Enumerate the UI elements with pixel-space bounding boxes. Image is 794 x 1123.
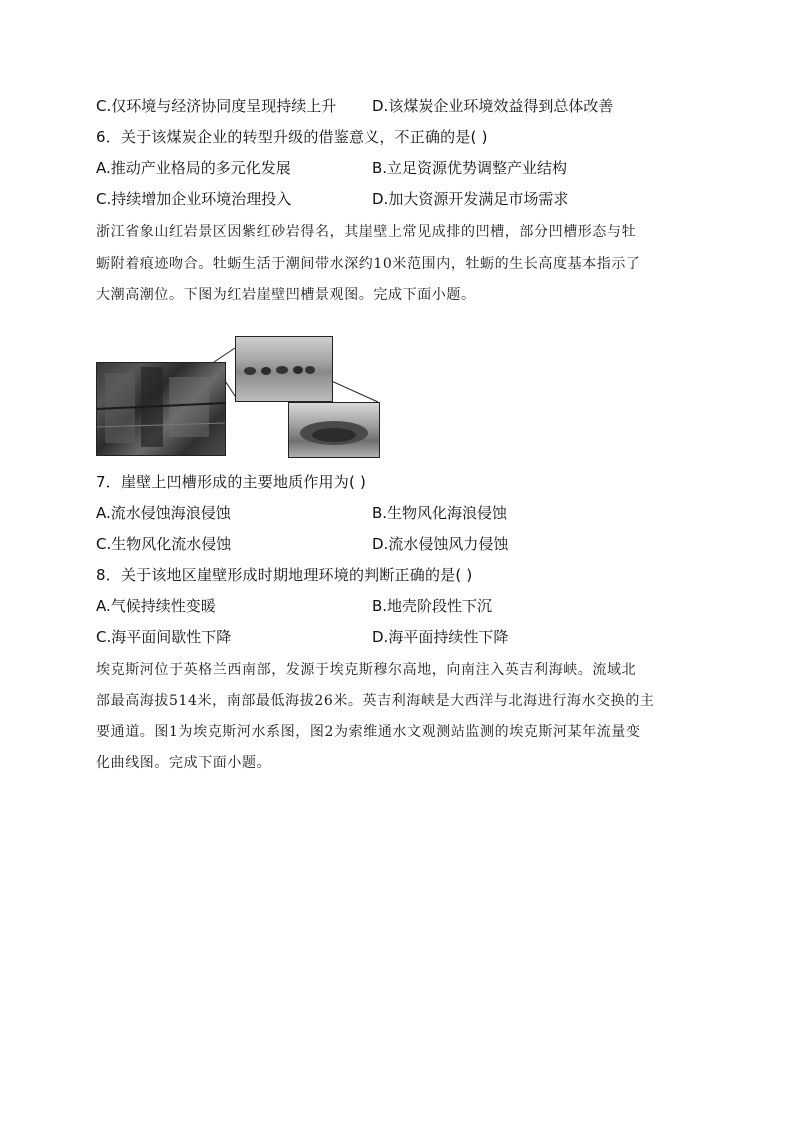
cliff-photo-groove-closeup — [288, 402, 380, 458]
cliff-photo-overview — [96, 362, 226, 456]
passage1-line3: 大潮高潮位。下图为红岩崖壁凹槽景观图。完成下面小题。 — [96, 287, 476, 303]
q6-stem: 6．关于该煤炭企业的转型升级的借鉴意义，不正确的是( ) — [96, 128, 488, 146]
q6-option-d[interactable]: D.加大资源开发满足市场需求 — [372, 190, 569, 208]
q6-option-c[interactable]: C.持续增加企业环境治理投入 — [96, 190, 292, 208]
q8-option-c[interactable]: C.海平面间歇性下降 — [96, 628, 232, 646]
q6-option-a[interactable]: A.推动产业格局的多元化发展 — [96, 159, 291, 177]
q6-option-b[interactable]: B.立足资源优势调整产业结构 — [372, 159, 568, 177]
passage1-line1: 浙江省象山红岩景区因紫红砂岩得名，其崖壁上常见成排的凹槽，部分凹槽形态与牡 — [96, 224, 637, 240]
passage2-line1: 埃克斯河位于英格兰西南部，发源于埃克斯穆尔高地，向南注入英吉利海峡。流域北 — [96, 662, 637, 678]
cliff-texture — [97, 363, 225, 455]
q8-stem: 8．关于该地区崖壁形成时期地理环境的判断正确的是( ) — [96, 566, 473, 584]
passage2-line2: 部最高海拔514米，南部最低海拔26米。英吉利海峡是大西洋与北海进行海水交换的主 — [96, 693, 655, 709]
passage1-line2: 蛎附着痕迹吻合。牡蛎生活于潮间带水深约10米范围内，牡蛎的生长高度基本指示了 — [96, 256, 641, 272]
q7-option-a[interactable]: A.流水侵蚀海浪侵蚀 — [96, 504, 231, 522]
passage2-line3: 要通道。图1为埃克斯河水系图，图2为索维通水文观测站监测的埃克斯河某年流量变 — [96, 724, 641, 740]
q7-option-c[interactable]: C.生物风化流水侵蚀 — [96, 535, 232, 553]
q7-option-b[interactable]: B.生物风化海浪侵蚀 — [372, 504, 508, 522]
cliff-groove-figure — [96, 334, 386, 458]
q5-option-c[interactable]: C.仅环境与经济协同度呈现持续上升 — [96, 97, 337, 115]
q8-option-b[interactable]: B.地壳阶段性下沉 — [372, 597, 493, 615]
groove-closeup — [289, 403, 379, 457]
q5-option-d[interactable]: D.该煤炭企业环境效益得到总体改善 — [372, 97, 614, 115]
cliff-photo-grooves — [235, 336, 333, 402]
q7-stem: 7．崖壁上凹槽形成的主要地质作用为( ) — [96, 473, 367, 491]
passage2-line4: 化曲线图。完成下面小题。 — [96, 755, 272, 771]
q7-option-d[interactable]: D.流水侵蚀风力侵蚀 — [372, 535, 509, 553]
q8-option-a[interactable]: A.气候持续性变暖 — [96, 597, 216, 615]
groove-row — [236, 337, 332, 401]
q8-option-d[interactable]: D.海平面持续性下降 — [372, 628, 509, 646]
